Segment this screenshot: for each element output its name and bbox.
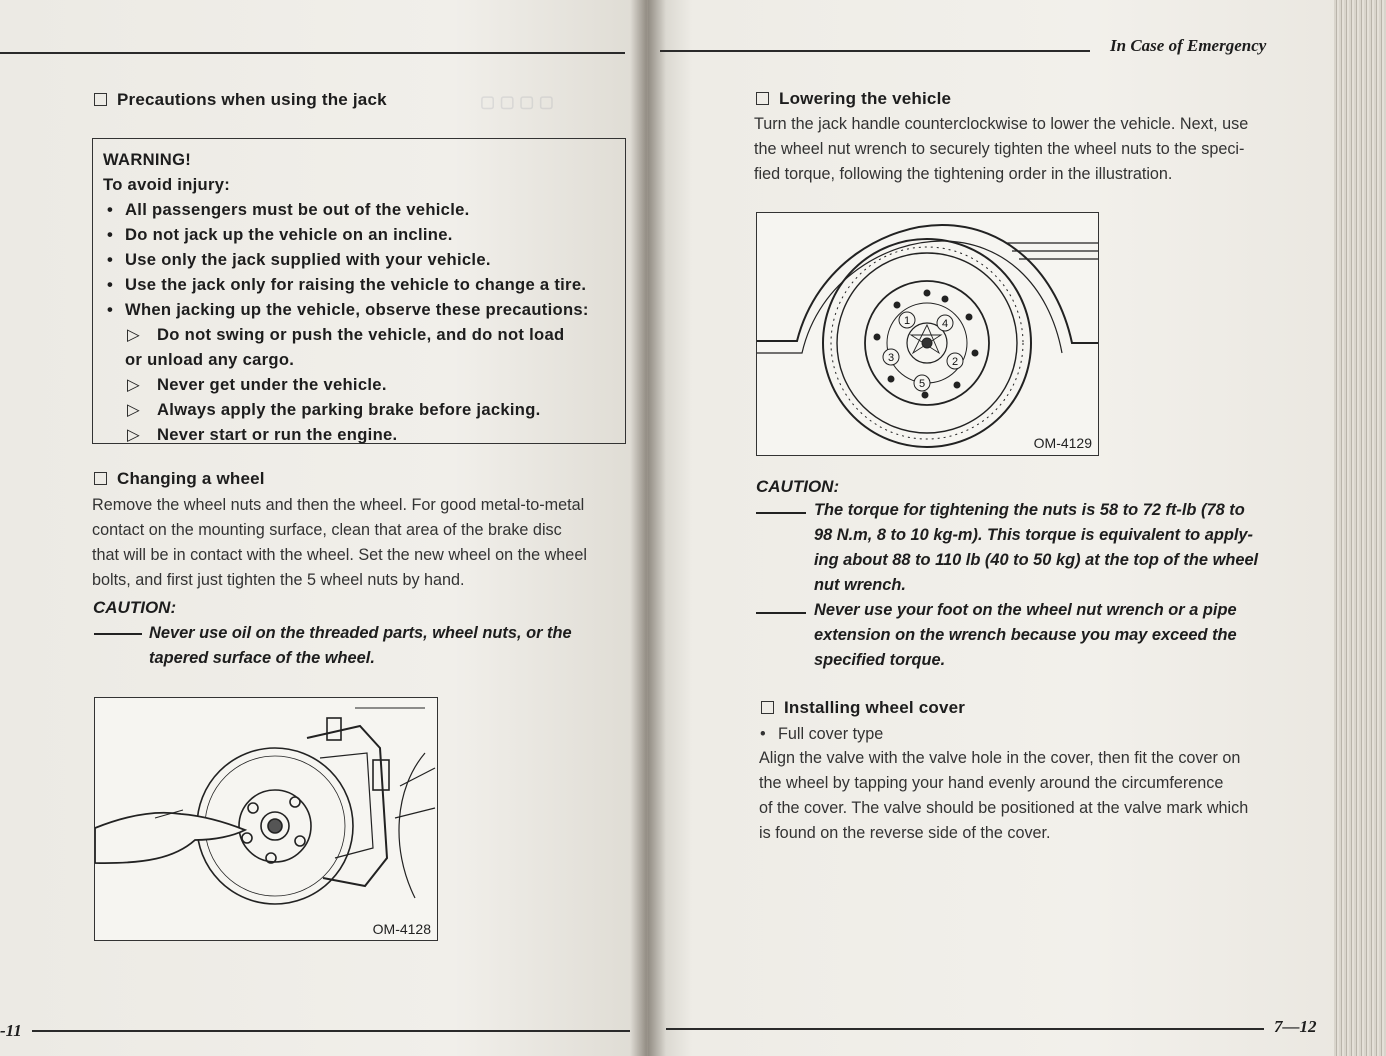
nut-number-4: 4 bbox=[941, 318, 949, 330]
wheel-nut-order-figure bbox=[756, 212, 1099, 456]
paragraph-line: contact on the mounting surface, clean that area of the brake disc bbox=[92, 521, 562, 539]
bleed-through-text: ▢ ▢ ▢ ▢ bbox=[480, 94, 554, 111]
right-page bbox=[648, 0, 1386, 1056]
caution-item-torque bbox=[814, 498, 1314, 598]
lowering-heading: Lowering the vehicle bbox=[756, 89, 951, 109]
caution-line: extension on the wrench because you may exceed the bbox=[814, 626, 1237, 644]
precaution-sub-item: ▷ Do not swing or push the vehicle, and do not load bbox=[103, 322, 615, 347]
caution-line: The torque for tightening the nuts is 58 to 72 ft-lb (78 to bbox=[814, 501, 1245, 519]
nut-number-2: 2 bbox=[951, 356, 959, 368]
brake-disc-figure bbox=[94, 697, 438, 941]
precaution-sub-item-continuation: or unload any cargo. bbox=[125, 350, 295, 369]
book-gutter bbox=[630, 0, 666, 1056]
caution-title: CAUTION: bbox=[756, 477, 840, 496]
paragraph-line: is found on the reverse side of the cover. bbox=[759, 824, 1051, 842]
nut-number-5: 5 bbox=[918, 378, 926, 390]
warning-bullet: • Do not jack up the vehicle on an incline. bbox=[103, 222, 615, 247]
paragraph-line: the wheel nut wrench to securely tighten the wheel nuts to the speci- bbox=[754, 140, 1245, 158]
nut-number-3: 3 bbox=[887, 352, 895, 364]
installing-paragraph bbox=[759, 746, 1319, 846]
caution-line: Never use your foot on the wheel nut wrench or a pipe bbox=[814, 601, 1237, 619]
checkbox-icon bbox=[94, 93, 107, 106]
paragraph-line: of the cover. The valve should be positioned at the valve mark which bbox=[759, 799, 1249, 817]
paragraph-line: bolts, and first just tighten the 5 wheel nuts by hand. bbox=[92, 571, 465, 589]
nut-number-1: 1 bbox=[903, 315, 911, 327]
page-edges bbox=[1334, 0, 1386, 1056]
caution-item-foot bbox=[814, 598, 1314, 673]
installing-bullet: • Full cover type bbox=[760, 725, 884, 743]
hand-icon bbox=[95, 813, 245, 863]
checkbox-icon bbox=[761, 701, 774, 714]
caution-line: nut wrench. bbox=[814, 576, 906, 594]
warning-bullet: • Use only the jack supplied with your vehicle. bbox=[103, 247, 615, 272]
running-head: In Case of Emergency bbox=[1110, 36, 1267, 55]
brake-disc-illustration bbox=[95, 698, 437, 940]
warning-subtitle: To avoid injury: bbox=[103, 175, 231, 194]
footer-rule bbox=[32, 1030, 630, 1032]
paragraph-line: that will be in contact with the wheel. Set the new wheel on the wheel bbox=[92, 546, 587, 564]
warning-bullet: • Use the jack only for raising the vehicle to change a tire. bbox=[103, 272, 615, 297]
paragraph-line: fied torque, following the tightening order in the illustration. bbox=[754, 165, 1173, 183]
paragraph-line: Remove the wheel nuts and then the wheel. For good metal-to-metal bbox=[92, 496, 585, 514]
checkbox-icon bbox=[756, 92, 769, 105]
left-page bbox=[0, 0, 648, 1056]
caution-line: ing about 88 to 110 lb (40 to 50 kg) at the top of the wheel bbox=[814, 551, 1259, 569]
header-rule bbox=[660, 50, 1090, 52]
precaution-sub-item: ▷ Never start or run the engine. bbox=[103, 422, 615, 447]
warning-bullet: • When jacking up the vehicle, observe these precautions: bbox=[103, 297, 615, 322]
precaution-sub-item: ▷ Always apply the parking brake before jacking. bbox=[103, 397, 615, 422]
caution-title: CAUTION: bbox=[93, 598, 177, 617]
installing-heading: Installing wheel cover bbox=[761, 698, 965, 718]
precaution-sub-item: ▷ Never get under the vehicle. bbox=[103, 372, 615, 397]
figure-label: OM-4129 bbox=[1033, 435, 1092, 451]
precautions-heading: Precautions when using the jack bbox=[94, 90, 387, 110]
page-number: 7—12 bbox=[1274, 1017, 1317, 1036]
changing-wheel-heading: Changing a wheel bbox=[94, 469, 265, 489]
caution-line: specified torque. bbox=[814, 651, 946, 669]
paragraph-line: Align the valve with the valve hole in the cover, then fit the cover on bbox=[759, 749, 1241, 767]
checkbox-icon bbox=[94, 472, 107, 485]
warning-title: WARNING! bbox=[103, 150, 192, 169]
caution-dash bbox=[756, 612, 806, 614]
page-number: -11 bbox=[0, 1021, 22, 1040]
caution-line: 98 N.m, 8 to 10 kg-m). This torque is equivalent to apply- bbox=[814, 526, 1253, 544]
changing-wheel-paragraph bbox=[92, 493, 632, 593]
wheel-illustration bbox=[757, 213, 1098, 455]
footer-rule bbox=[666, 1028, 1264, 1030]
lowering-paragraph bbox=[754, 112, 1314, 187]
caution-line: Never use oil on the threaded parts, wheel nuts, or the bbox=[149, 624, 572, 642]
caution-dash bbox=[94, 633, 142, 635]
caution-line: tapered surface of the wheel. bbox=[149, 649, 375, 667]
header-rule bbox=[0, 52, 625, 54]
figure-label: OM-4128 bbox=[372, 921, 431, 937]
caution-item bbox=[149, 621, 634, 671]
paragraph-line: Turn the jack handle counterclockwise to lower the vehicle. Next, use bbox=[754, 115, 1249, 133]
warning-box bbox=[92, 138, 626, 444]
warning-bullet: • All passengers must be out of the vehicle. bbox=[103, 197, 615, 222]
caution-dash bbox=[756, 512, 806, 514]
paragraph-line: the wheel by tapping your hand evenly around the circumference bbox=[759, 774, 1224, 792]
